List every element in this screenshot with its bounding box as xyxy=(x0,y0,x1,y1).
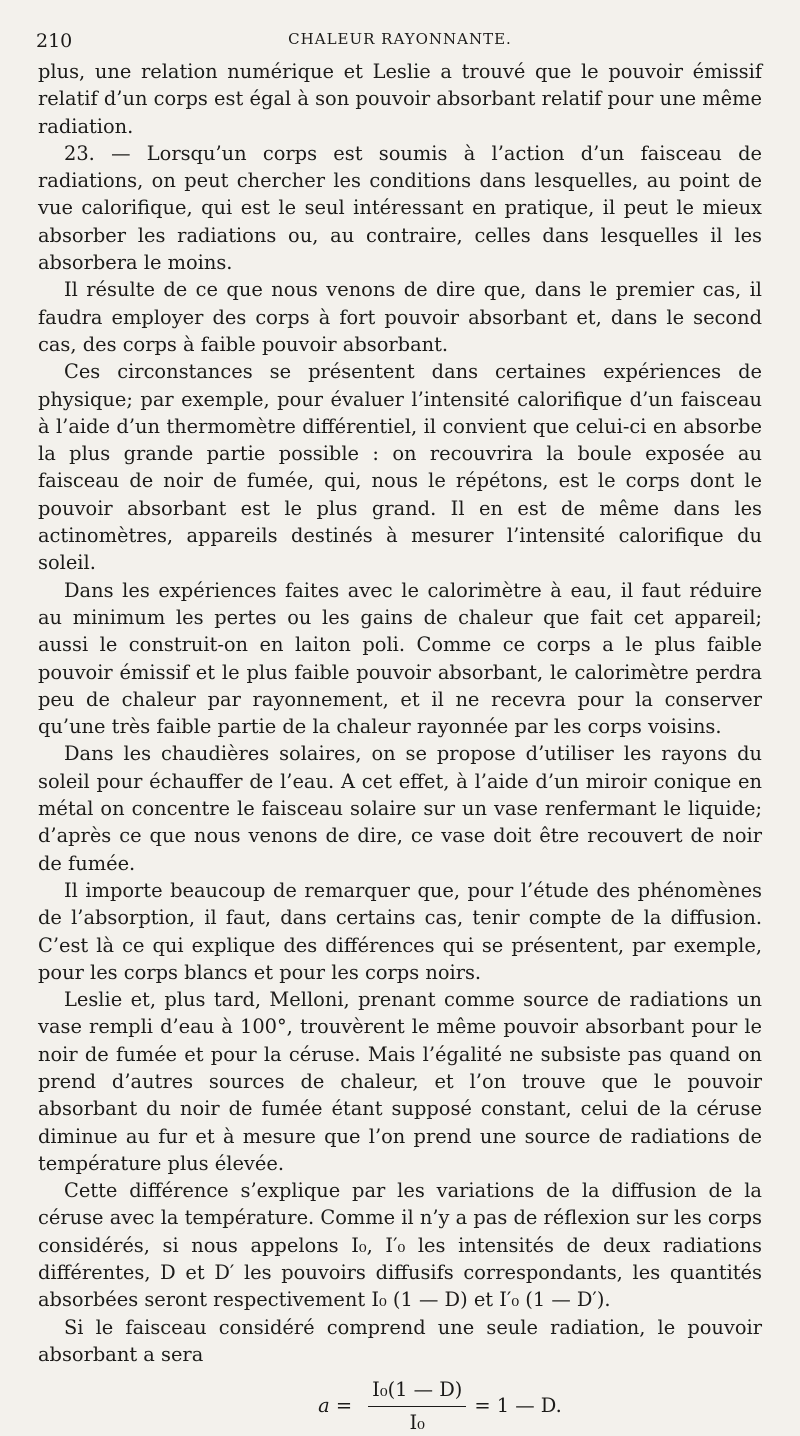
running-title: CHALEUR RAYONNANTE. xyxy=(288,30,512,48)
page-header xyxy=(30,28,770,52)
formula-rhs: = 1 — D. xyxy=(474,1394,562,1418)
formula-fraction xyxy=(368,1376,466,1436)
paragraph: Cette différence s’explique par les variations de la diffusion de la céruse avec la température. Comme il n’y a pas de réflexion sur les corps considérés, si nous appelons I₀, I′₀ les intensités de deux radiations différentes, D et D′ les pouvoirs diffusifs correspondants, les quantités absorbées seront respectivement I₀ (1 — D) et I′₀ (1 — D′). xyxy=(38,1179,762,1312)
absorption-formula xyxy=(38,1376,762,1436)
paragraph: plus, une relation numérique et Leslie a trouvé que le pouvoir émissif relatif d’un corps est égal à son pouvoir absorbant relatif pour une même radiation. xyxy=(38,60,762,138)
paragraph: Dans les chaudières solaires, on se propose d’utiliser les rayons du soleil pour échauffer de l’eau. A cet effet, à l’aide d’un miroir conique en métal on concentre le faisceau solaire sur un vase renfermant le liquide; d’après ce que nous venons de dire, ce vase doit être recouvert de noir de fumée. xyxy=(38,742,762,875)
paragraph: Si le faisceau considéré comprend une seule radiation, le pouvoir absorbant a sera xyxy=(38,1315,762,1366)
paragraph: Leslie et, plus tard, Melloni, prenant comme source de radiations un vase rempli d’eau à 100°, trouvèrent le même pouvoir absorbant pour le noir de fumée et pour la céruse. Mais l’égalité ne subsiste pas quand on prend d’autres sources de chaleur, et l’on trouve que le pouvoir absorbant du noir de fumée étant supposé constant, celui de la céruse diminue au fur et à mesure que l’on prend une source de radiations de température plus élevée. xyxy=(38,988,762,1175)
body-text xyxy=(38,58,762,1436)
page-number: 210 xyxy=(36,30,73,52)
formula-numerator: I₀(1 — D) xyxy=(368,1376,466,1406)
paragraph: 23. — Lorsqu’un corps est soumis à l’action d’un faisceau de radiations, on peut chercher les conditions dans lesquelles, au point de vue calorifique, qui est le seul intéressant en pratique, il peut le mieux absorber les radiations ou, au contraire, celles dans lesquelles il les absorbera le moins. xyxy=(38,141,762,275)
paragraph: Ces circonstances se présentent dans certaines expériences de physique; par exemple, pour évaluer l’intensité calorifique d’un faisceau à l’aide d’un thermomètre différentiel, il convient que celui-ci en absorbe la plus grande partie possible : on recouvrira la boule exposée au faisceau de noir de fumée, qui, nous le répétons, est le corps dont le pouvoir absorbant est le plus grand. Il en est de même dans les actinomètres, appareils destinés à mesurer l’intensité calorifique du soleil. xyxy=(38,360,762,575)
paragraph: Dans les expériences faites avec le calorimètre à eau, il faut réduire au minimum les pertes ou les gains de chaleur que fait cet appareil; aussi le construit-on en laiton poli. Comme ce corps a le plus faible pouvoir émissif et le plus faible pouvoir absorbant, le calorimètre perdra peu de chaleur par rayonnement, et il ne recevra pour la conserver qu’une très faible partie de la chaleur rayonnée par les corps voisins. xyxy=(38,578,762,739)
formula-denominator: I₀ xyxy=(409,1410,425,1434)
formula-lhs: a = xyxy=(318,1394,353,1418)
paragraph: Il résulte de ce que nous venons de dire que, dans le premier cas, il faudra employer des corps à fort pouvoir absorbant et, dans le second cas, des corps à faible pouvoir absorbant. xyxy=(38,278,762,356)
paragraph: Il importe beaucoup de remarquer que, pour l’étude des phénomènes de l’absorption, il faut, dans certains cas, tenir compte de la diffusion. C’est là ce qui explique des différences qui se présentent, par exemple, pour les corps blancs et pour les corps noirs. xyxy=(38,878,762,984)
